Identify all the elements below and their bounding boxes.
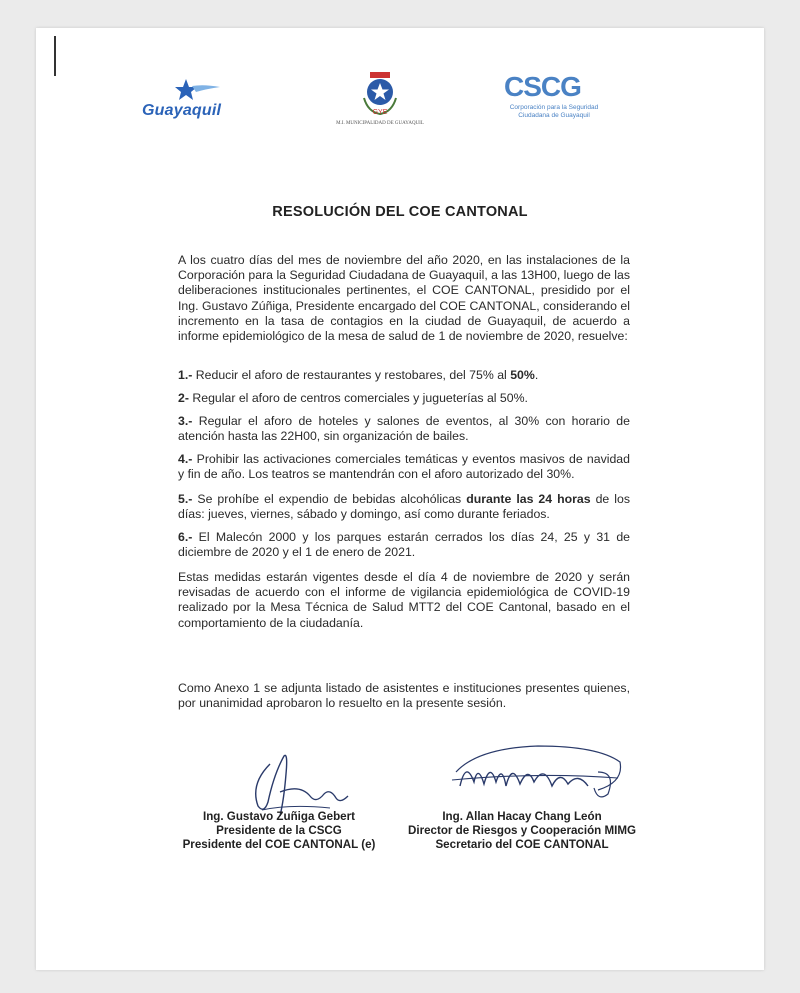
resolution-item-5 <box>178 492 630 522</box>
resolution-item-6 <box>178 530 630 560</box>
star-wave-icon <box>166 78 222 104</box>
seal-icon <box>356 70 404 120</box>
cscg-logo-subtitle: Corporación para la Seguridad Ciudadana de Guayaquil <box>509 104 599 119</box>
svg-text:GYE: GYE <box>372 109 388 116</box>
item-text: Prohibir las activaciones comerciales temáticas y eventos masivos de navidad y fin de año. Los teatros se mantendrán con el aforo autorizado del 30%. <box>178 452 630 482</box>
item-bold-text: 50% <box>510 368 535 382</box>
resolution-item-1 <box>178 368 630 383</box>
signature-block-left <box>176 810 382 852</box>
item-after-text: de los días: jueves, viernes, sábado y domingo, así como durante feriados. <box>178 492 630 522</box>
item-text: Se prohíbe el expendio de bebidas alcohólicas <box>192 492 467 506</box>
annex-paragraph: Como Anexo 1 se adjunta listado de asistentes e instituciones presentes quienes, por unanimidad aprobaron lo resuelto en la presente sesión. <box>178 681 630 711</box>
item-number: 1.- <box>178 368 193 382</box>
intro-paragraph: A los cuatro días del mes de noviembre del año 2020, en las instalaciones de la Corporación para la Seguridad Ciudadana de Guayaquil, a las 13H00, luego de las deliberaciones institucionales pertinentes, el COE CANTONAL, presidido por el Ing. Gustavo Zúñiga, Presidente encargado del COE CANTONAL, considerando el incremento en la tasa de contagios en la ciudad de Guayaquil, de acuerdo a informe epidemiológico de la mesa de salud de 1 de noviembre de 2020, resuelve: <box>178 253 630 344</box>
item-text: Regular el aforo de centros comerciales y jugueterías al 50%. <box>188 391 528 405</box>
signatory-role: Presidente del COE CANTONAL (e) <box>182 838 376 851</box>
item-number: 6.- <box>178 530 193 544</box>
signatory-name: Ing. Allan Hacay Chang León <box>442 810 602 823</box>
margin-mark <box>54 36 56 76</box>
item-text: Reducir el aforo de restaurantes y restobares, del 75% al <box>192 368 511 382</box>
item-number: 2- <box>178 391 189 405</box>
item-number: 4.- <box>178 452 193 466</box>
item-bold-text: durante las 24 horas <box>466 492 591 506</box>
validity-paragraph: Estas medidas estarán vigentes desde el día 4 de noviembre de 2020 y serán revisadas de acuerdo con el informe de vigilancia epidemiológica de COVID-19 realizado por la Mesa Técnica de Salud MTT2 del COE Cantonal, basado en el comportamiento de la ciudadanía. <box>178 570 630 630</box>
guayaquil-logo <box>142 78 242 124</box>
item-number: 3.- <box>178 414 193 428</box>
item-text: El Malecón 2000 y los parques estarán cerrados los días 24, 25 y 31 de diciembre de 2020 y el 1 de enero de 2021. <box>178 530 630 560</box>
cscg-logo <box>494 72 614 142</box>
resolution-item-2 <box>178 391 630 406</box>
municipality-seal-text: M.I. MUNICIPALIDAD DE GUAYAQUIL <box>336 121 424 126</box>
signatory-role: Secretario del COE CANTONAL <box>435 838 609 851</box>
item-number: 5.- <box>178 492 193 506</box>
guayaquil-logo-text: Guayaquil <box>142 102 222 119</box>
signature-right-icon <box>448 742 628 812</box>
cscg-logo-letters: CSCG <box>504 71 581 102</box>
document-title: RESOLUCIÓN DEL COE CANTONAL <box>272 204 528 220</box>
signatory-role: Director de Riesgos y Cooperación MIMG <box>407 824 637 837</box>
signatory-name: Ing. Gustavo Zuñiga Gebert <box>202 810 356 823</box>
municipality-seal <box>330 70 430 160</box>
signatory-role: Presidente de la CSCG <box>216 824 342 837</box>
item-text: Regular el aforo de hoteles y salones de eventos, al 30% con horario de atención hasta las 22H00, sin organización de bailes. <box>178 414 630 444</box>
item-after-text: . <box>534 368 539 382</box>
resolution-item-4 <box>178 452 630 482</box>
resolution-item-3 <box>178 414 630 444</box>
signature-block-right <box>400 810 644 852</box>
